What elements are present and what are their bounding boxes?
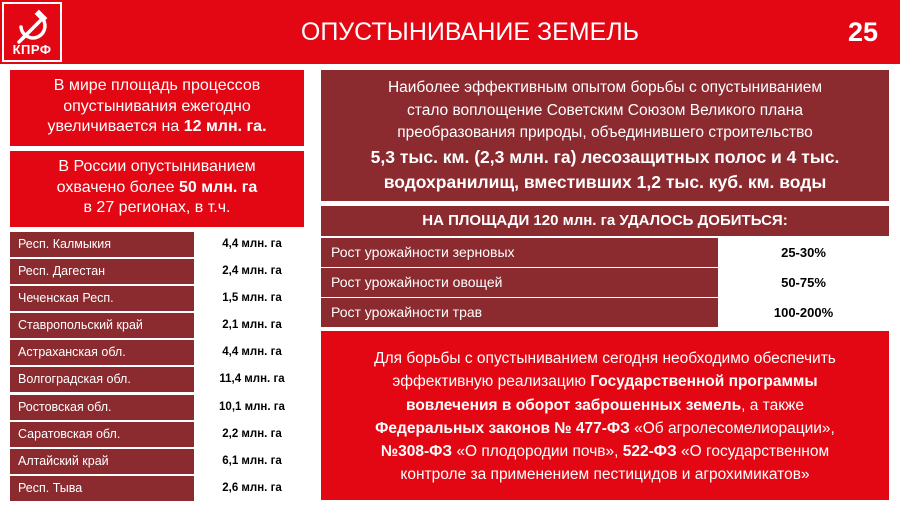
text-line: увеличивается на 12 млн. га. xyxy=(47,118,267,135)
region-value: 10,1 млн. га xyxy=(219,400,285,413)
region-name: Ставропольский край xyxy=(10,313,194,338)
text-line: контроле за применением пестицидов и агрохимикатов» xyxy=(400,466,810,484)
yield-row xyxy=(321,268,889,298)
text-line: охвачено более 50 млн. га xyxy=(56,178,258,196)
yield-value: 100-200% xyxy=(773,305,834,320)
text-line: стало воплощение Советским Союзом Великого плана xyxy=(407,101,803,119)
text-line: Наиболее эффективным опытом борьбы с опустыниванием xyxy=(387,79,823,96)
yield-label: Рост урожайности трав xyxy=(321,298,718,327)
region-name: Волгоградская обл. xyxy=(10,367,194,392)
table-row xyxy=(10,475,304,502)
yield-label: Рост урожайности овощей xyxy=(321,268,718,297)
page-title: ОПУСТЫНИВАНИЕ ЗЕМЕЛЬ xyxy=(300,18,640,46)
world-desertification-box xyxy=(10,70,304,146)
text-line: Для борьбы с опустыниванием сегодня необходимо обеспечить xyxy=(374,350,836,367)
region-value: 2,2 млн. га xyxy=(222,427,282,440)
text-line: преобразования природы, объединившего строительство xyxy=(397,124,813,141)
yield-value: 25-30% xyxy=(781,245,826,260)
text-line: В России опустыниванием xyxy=(58,158,256,175)
region-name: Саратовская обл. xyxy=(10,422,194,447)
region-value: 4,4 млн. га xyxy=(222,346,282,359)
region-value: 2,1 млн. га xyxy=(222,319,282,332)
region-value: 11,4 млн. га xyxy=(219,373,285,386)
table-row xyxy=(10,421,304,448)
text-line: эффективную реализацию Государственной программы xyxy=(392,373,818,391)
text-line: 5,3 тыс. км. (2,3 млн. га) лесозащитных полос и 4 тыс. xyxy=(370,146,840,167)
page-number: 25 xyxy=(847,17,878,47)
yield-row xyxy=(321,298,889,328)
yield-header: НА ПЛОЩАДИ 120 млн. га УДАЛОСЬ ДОБИТЬСЯ: xyxy=(321,206,889,236)
region-name: Чеченская Респ. xyxy=(10,286,194,311)
text-line: №308-ФЗ «О плодородии почв», 522-ФЗ «О государственном xyxy=(380,443,830,461)
hammer-sickle-icon xyxy=(14,9,52,45)
region-value: 4,4 млн. га xyxy=(222,238,282,250)
text-line: водохранилищ, вместивших 1,2 тыс. куб. км. воды xyxy=(383,171,827,192)
text-line: В мире площадь процессов xyxy=(53,77,261,94)
region-value: 6,1 млн. га xyxy=(222,454,282,467)
region-name: Алтайский край xyxy=(10,449,194,474)
region-value: 1,5 млн. га xyxy=(222,292,282,305)
text-line: в 27 регионах, в т.ч. xyxy=(83,199,231,216)
region-name: Респ. Дагестан xyxy=(10,259,194,284)
yield-label: Рост урожайности зерновых xyxy=(321,238,718,267)
table-row xyxy=(10,285,304,312)
table-row xyxy=(10,339,304,366)
table-row xyxy=(10,448,304,475)
regions-table xyxy=(10,231,304,502)
text-line: опустынивания ежегодно xyxy=(63,97,251,115)
russia-desertification-box xyxy=(10,151,304,227)
text-line: вовлечения в оборот заброшенных земель, а также xyxy=(406,396,804,414)
table-row xyxy=(10,312,304,339)
table-row xyxy=(10,258,304,285)
region-name: Астраханская обл. xyxy=(10,340,194,365)
region-value: 2,4 млн. га xyxy=(222,265,282,278)
region-name: Респ. Калмыкия xyxy=(10,232,194,257)
measures-box xyxy=(321,331,889,500)
text-line: Федеральных законов № 477-ФЗ «Об агролесомелиорации», xyxy=(375,419,835,437)
region-name: Ростовская обл. xyxy=(10,395,194,420)
header-bar xyxy=(0,0,900,64)
region-name: Респ. Тыва xyxy=(10,476,194,501)
soviet-plan-box xyxy=(321,70,889,201)
region-value: 2,6 млн. га xyxy=(222,481,282,494)
logo-text: КПРФ xyxy=(12,42,52,57)
table-row xyxy=(10,366,304,393)
table-row xyxy=(10,231,304,258)
kprf-logo xyxy=(2,2,62,62)
yield-value: 50-75% xyxy=(781,275,826,290)
yield-row xyxy=(321,238,889,268)
table-row xyxy=(10,394,304,421)
